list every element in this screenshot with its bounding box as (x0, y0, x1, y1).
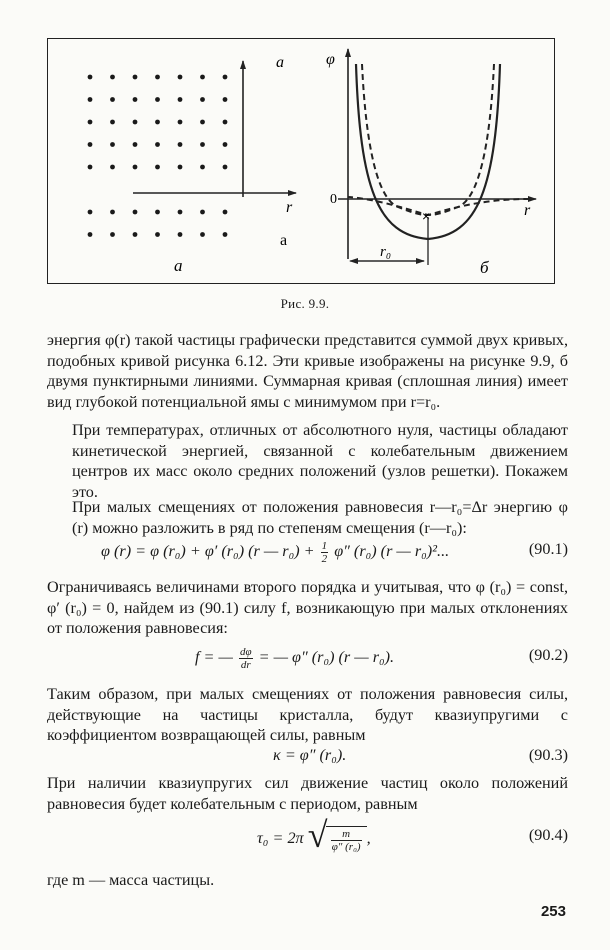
lattice-dot (223, 120, 228, 125)
paragraph-1: энергия φ(r) такой частицы графически представится суммой двух кривых, подобных кривой рисунка 6.12. Эти кривые изображены на рисунке 9.9, б двумя пунктирными линиями. Суммарная кривая (сплошная линия) имеет вид глубокой потенциальной ямы с минимумом при r=r₀. (47, 331, 568, 411)
lattice-dot (88, 165, 93, 170)
lattice-dot (88, 75, 93, 80)
page-number: 253 (540, 903, 566, 920)
panel-b-r0: r₀ (380, 244, 392, 260)
panel-b-origin: 0 (330, 192, 337, 207)
lattice-dot (178, 75, 183, 80)
lattice-dot (133, 210, 138, 215)
eq1-half-den: 2 (321, 553, 328, 565)
figure-svg (48, 39, 556, 285)
figure-caption: Рис. 9.9. (280, 296, 330, 311)
lattice-dot (110, 165, 115, 170)
paragraph-3: При малых смещениях от положения равновесия r—r₀=Δr энергию φ (r) можно разложить в ряд по степеням смещения (r—r₀): (72, 498, 568, 537)
eq4-frac-den: φ″ (r₀) (331, 841, 361, 853)
lattice-dot (110, 120, 115, 125)
lattice-dot (155, 142, 160, 147)
eq2-frac-den: dr (240, 659, 251, 671)
panel-b-axis-r: r (524, 202, 531, 219)
lattice-dot (110, 75, 115, 80)
lattice-dot (155, 120, 160, 125)
equation-90-2 (47, 646, 568, 674)
lattice-dot (133, 142, 138, 147)
lattice-dot (200, 97, 205, 102)
lattice-dot (178, 232, 183, 237)
lattice-dot (133, 165, 138, 170)
panel-a-letter: а (174, 256, 183, 275)
lattice-dot (223, 142, 228, 147)
equation-90-1 (47, 540, 568, 568)
lattice-dot (133, 75, 138, 80)
eq4-rhs: , (366, 829, 371, 848)
paragraph-6: При наличии квазиупругих сил движение частиц около положений равновесия будет колебательным с периодом, равным (47, 774, 568, 813)
lattice-dots (88, 75, 228, 237)
lattice-dot (178, 210, 183, 215)
lattice-dot (155, 165, 160, 170)
lattice-dot (200, 120, 205, 125)
panel-b-axis-phi: φ (326, 51, 335, 68)
lattice-dot (223, 232, 228, 237)
paragraph-5: Таким образом, при малых смещениях от положения равновесия силы, действующие на частицы кристалла, будут квазиупругими с коэффициентом возвращающей силы, равным (47, 685, 568, 744)
figure-9-9 (47, 38, 555, 284)
lattice-dot (223, 97, 228, 102)
lattice-dot (200, 165, 205, 170)
eq1-number: (90.1) (528, 540, 568, 558)
dashed-curve-left (362, 64, 528, 215)
eq1-half-num: 1 (321, 540, 328, 552)
paragraph-4: Ограничиваясь величинами второго порядка и учитывая, что φ (r₀) = const, φ′ (r₀) = 0, найдем из (90.1) силу f, возникающую при малых отклонениях от положения равновесия: (47, 578, 568, 637)
lattice-dot (88, 120, 93, 125)
lattice-dot (223, 75, 228, 80)
lattice-dot (178, 97, 183, 102)
lattice-dot (88, 97, 93, 102)
lattice-dot (155, 75, 160, 80)
paragraph-7: где m — масса частицы. (47, 871, 215, 889)
lattice-dot (200, 75, 205, 80)
lattice-dot (110, 232, 115, 237)
lattice-dot (178, 142, 183, 147)
lattice-dot (200, 210, 205, 215)
lattice-dot (133, 232, 138, 237)
eq2-lhs: f = — (195, 648, 237, 667)
lattice-dot (110, 210, 115, 215)
lattice-dot (110, 97, 115, 102)
eq4-number: (90.4) (528, 826, 568, 844)
lattice-dot (178, 120, 183, 125)
panel-a-row-label: a (280, 232, 288, 249)
lattice-dot (88, 142, 93, 147)
panel-a-axis-label-r: r (286, 199, 293, 216)
lattice-dot (88, 210, 93, 215)
lattice-dot (133, 97, 138, 102)
panel-b-letter: б (480, 258, 489, 277)
eq2-frac-num: dφ (239, 646, 252, 658)
lattice-dot (88, 232, 93, 237)
eq3-number: (90.3) (528, 746, 568, 764)
eq4-frac-num: m (331, 828, 362, 841)
lattice-dot (110, 142, 115, 147)
eq2-number: (90.2) (528, 646, 568, 664)
lattice-dot (155, 210, 160, 215)
paragraph-2: При температурах, отличных от абсолютного нуля, частицы обладают кинетической энергией, связанной с колебательным движением центров их масс около средних положений (узлов решетки). Покажем это. (72, 421, 568, 501)
lattice-dot (133, 120, 138, 125)
equation-90-3 (47, 746, 568, 774)
eq3-body: κ = φ″ (r₀). (273, 746, 347, 764)
lattice-dot (155, 232, 160, 237)
eq1-lhs: φ (r) = φ (r₀) + φ′ (r₀) (r — r₀) + (101, 542, 319, 561)
lattice-dot (223, 210, 228, 215)
lattice-dot (178, 165, 183, 170)
lattice-dot (200, 142, 205, 147)
equation-90-4: τ₀ = 2π √ $\frac{m}{\text{φ″ (r₀)}}$ , (90.4) (257, 815, 568, 855)
lattice-dot (155, 97, 160, 102)
eq1-rhs: φ″ (r₀) (r — r₀)²... (330, 542, 450, 561)
eq2-rhs: = — φ″ (r₀) (r — r₀). (254, 648, 395, 667)
panel-a-axis-label-a: a (276, 54, 284, 71)
eq4-lhs: τ₀ = 2π (257, 829, 304, 848)
intersection-mark: × (422, 208, 431, 224)
lattice-dot (200, 232, 205, 237)
lattice-dot (223, 165, 228, 170)
